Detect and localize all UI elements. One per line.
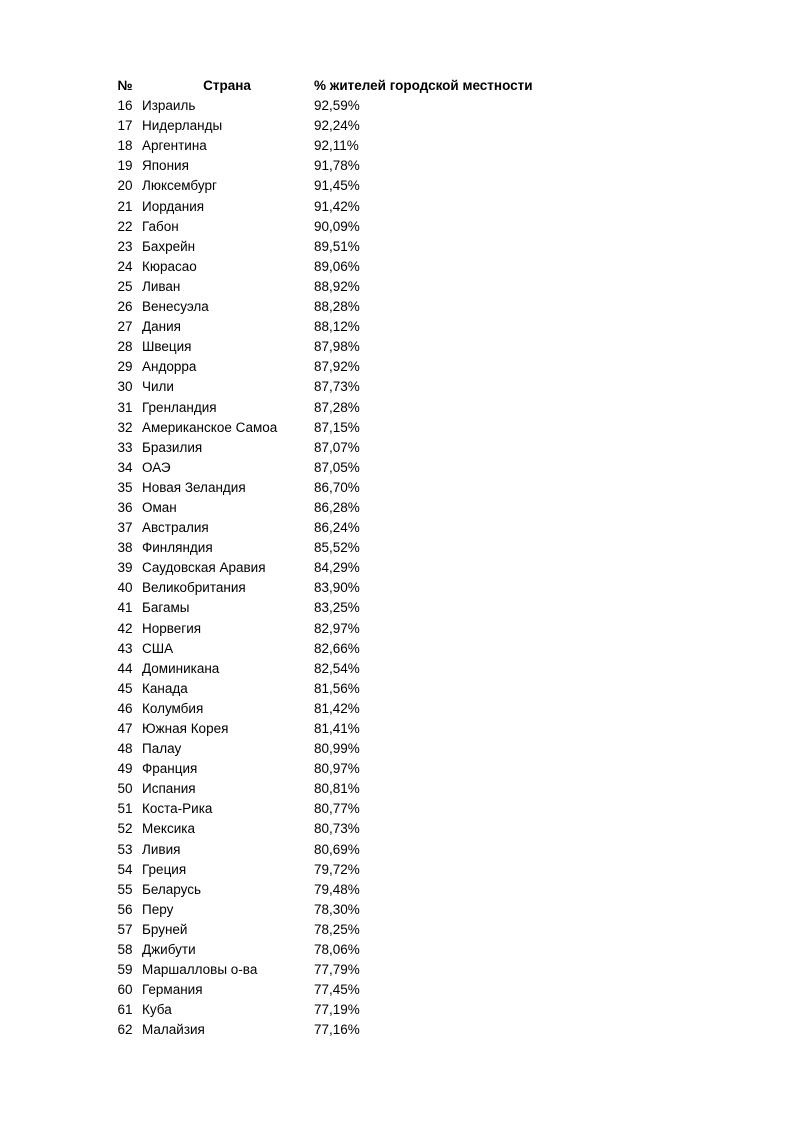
row-country: Ливан [142, 278, 181, 294]
row-country: Швеция [142, 339, 192, 355]
row-country: Перу [142, 901, 174, 917]
row-percent: 80,73% [314, 821, 360, 837]
row-number: 38 [117, 540, 133, 556]
row-percent: 91,42% [314, 198, 360, 214]
table-row [108, 558, 568, 578]
table-row [108, 197, 568, 217]
row-number: 18 [117, 138, 133, 154]
row-number: 56 [117, 901, 133, 917]
table-row [108, 317, 568, 337]
row-percent: 85,52% [314, 540, 360, 556]
row-number: 33 [117, 439, 133, 455]
table-row [108, 598, 568, 618]
row-number: 52 [117, 821, 133, 837]
row-number: 43 [117, 640, 133, 656]
row-percent: 82,54% [314, 660, 360, 676]
row-country: Кюрасао [142, 258, 197, 274]
row-country: Аргентина [142, 138, 207, 154]
row-country: Джибути [142, 942, 196, 958]
row-number: 50 [117, 781, 133, 797]
row-percent: 87,15% [314, 419, 360, 435]
row-percent: 80,97% [314, 761, 360, 777]
table-row [108, 136, 568, 156]
row-country: Греция [142, 861, 187, 877]
row-percent: 87,05% [314, 459, 360, 475]
row-country: Австралия [142, 520, 209, 536]
table-row [108, 478, 568, 498]
table-row [108, 96, 568, 116]
table-row [108, 458, 568, 478]
row-country: Американское Самоа [142, 419, 278, 435]
row-percent: 81,56% [314, 680, 360, 696]
row-percent: 81,41% [314, 721, 360, 736]
row-country: Багамы [142, 600, 190, 616]
row-country: Германия [142, 982, 203, 998]
row-percent: 87,73% [314, 379, 360, 395]
table-row [108, 819, 568, 839]
row-country: Бразилия [142, 439, 203, 455]
row-percent: 81,42% [314, 700, 360, 716]
row-number: 20 [117, 178, 133, 194]
table-row [108, 297, 568, 317]
row-country: Чили [142, 379, 174, 395]
table-row [108, 799, 568, 819]
row-country: Люксембург [142, 178, 217, 194]
row-percent: 89,51% [314, 238, 360, 254]
row-number: 36 [117, 499, 133, 515]
row-number: 41 [117, 600, 133, 616]
row-number: 51 [117, 801, 133, 817]
row-percent: 82,97% [314, 620, 360, 636]
header-number: № [117, 78, 133, 93]
row-percent: 80,77% [314, 801, 360, 817]
table-row [108, 116, 568, 136]
row-country: Палау [142, 741, 182, 757]
row-number: 42 [117, 620, 133, 636]
row-number: 57 [117, 921, 133, 937]
row-country: Южная Корея [142, 721, 229, 736]
row-number: 22 [117, 218, 133, 234]
table-row [108, 840, 568, 860]
row-country: Бахрейн [142, 238, 196, 254]
row-percent: 82,66% [314, 640, 360, 656]
row-country: Малайзия [142, 1022, 205, 1038]
row-country: Беларусь [142, 881, 202, 897]
table-row [108, 398, 568, 418]
row-percent: 88,12% [314, 319, 360, 335]
row-number: 48 [117, 741, 133, 757]
row-number: 40 [117, 580, 133, 596]
row-country: Колумбия [142, 700, 204, 716]
row-number: 21 [117, 198, 133, 214]
table-row [108, 699, 568, 719]
table-header-row [108, 76, 568, 96]
table-row [108, 1000, 568, 1020]
row-number: 45 [117, 680, 133, 696]
row-number: 16 [117, 98, 133, 114]
header-percent: % жителей городской местности [314, 78, 533, 93]
table-row [108, 357, 568, 377]
table-row [108, 538, 568, 558]
row-percent: 86,24% [314, 520, 360, 536]
row-number: 34 [117, 459, 133, 475]
row-percent: 92,24% [314, 118, 360, 134]
table-row [108, 418, 568, 438]
table-row [108, 639, 568, 659]
row-country: Дания [142, 319, 181, 335]
row-number: 59 [117, 962, 133, 978]
table-row [108, 518, 568, 538]
row-percent: 80,69% [314, 841, 360, 857]
row-country: Финляндия [142, 540, 213, 556]
row-number: 26 [117, 299, 133, 315]
row-number: 27 [117, 319, 133, 335]
row-country: Ливия [142, 841, 181, 857]
row-country: Гренландия [142, 399, 217, 415]
table-row [108, 217, 568, 237]
row-percent: 77,79% [314, 962, 360, 978]
row-number: 58 [117, 942, 133, 958]
row-country: Саудовская Аравия [142, 560, 266, 576]
row-number: 35 [117, 479, 133, 495]
row-country: Венесуэла [142, 299, 209, 315]
row-percent: 84,29% [314, 560, 360, 576]
row-number: 17 [117, 118, 133, 134]
row-country: Маршалловы о-ва [142, 962, 258, 978]
row-number: 55 [117, 881, 133, 897]
row-number: 25 [117, 278, 133, 294]
row-number: 32 [117, 419, 133, 435]
header-country: Страна [203, 78, 251, 93]
table-row [108, 156, 568, 176]
row-percent: 78,30% [314, 901, 360, 917]
row-country: Новая Зеландия [142, 479, 246, 495]
table-row [108, 900, 568, 920]
table-row [108, 880, 568, 900]
table-row [108, 619, 568, 639]
row-percent: 83,25% [314, 600, 360, 616]
row-number: 31 [117, 399, 133, 415]
row-percent: 92,59% [314, 98, 360, 114]
row-country: Доминикана [142, 660, 220, 676]
row-country: Коста-Рика [142, 801, 213, 817]
row-number: 39 [117, 560, 133, 576]
table-row [108, 377, 568, 397]
row-country: Оман [142, 499, 177, 515]
table-row [108, 1020, 568, 1040]
table-row [108, 438, 568, 458]
row-percent: 86,70% [314, 479, 360, 495]
row-country: США [142, 640, 174, 656]
row-percent: 90,09% [314, 218, 360, 234]
table-row [108, 860, 568, 880]
table-body [108, 96, 568, 1040]
row-country: Габон [142, 218, 179, 234]
row-percent: 77,19% [314, 1002, 360, 1018]
table-row [108, 980, 568, 1000]
row-percent: 83,90% [314, 580, 360, 596]
row-percent: 77,16% [314, 1022, 360, 1038]
row-country: Канада [142, 680, 188, 696]
row-country: ОАЭ [142, 459, 171, 475]
row-country: Куба [142, 1002, 172, 1018]
row-percent: 91,78% [314, 158, 360, 174]
table-row [108, 257, 568, 277]
row-percent: 78,25% [314, 921, 360, 937]
row-percent: 87,98% [314, 339, 360, 355]
table-row [108, 578, 568, 598]
table-row [108, 920, 568, 940]
row-percent: 77,45% [314, 982, 360, 998]
row-percent: 87,07% [314, 439, 360, 455]
table-row [108, 940, 568, 960]
table-row [108, 277, 568, 297]
row-percent: 80,99% [314, 741, 360, 757]
row-country: Норвегия [142, 620, 202, 636]
row-percent: 89,06% [314, 258, 360, 274]
row-percent: 88,28% [314, 299, 360, 315]
row-country: Франция [142, 761, 198, 777]
row-percent: 86,28% [314, 499, 360, 515]
row-percent: 79,72% [314, 861, 360, 877]
table-row [108, 176, 568, 196]
row-number: 49 [117, 761, 133, 777]
table-row [108, 659, 568, 679]
row-number: 19 [117, 158, 133, 174]
row-country: Бруней [142, 921, 188, 937]
table-row [108, 237, 568, 257]
table-row [108, 498, 568, 518]
row-percent: 87,28% [314, 399, 360, 415]
row-country: Израиль [142, 98, 196, 114]
row-number: 23 [117, 238, 133, 254]
table-row [108, 960, 568, 980]
row-percent: 80,81% [314, 781, 360, 797]
table-row [108, 759, 568, 779]
row-country: Испания [142, 781, 196, 797]
table-row [108, 719, 568, 739]
table-row [108, 739, 568, 759]
row-number: 29 [117, 359, 133, 375]
row-number: 47 [117, 721, 133, 736]
urban-population-table [108, 76, 568, 1041]
row-number: 30 [117, 379, 133, 395]
row-country: Япония [142, 158, 189, 174]
table-row [108, 679, 568, 699]
row-number: 44 [117, 660, 133, 676]
row-number: 62 [117, 1022, 133, 1038]
row-number: 53 [117, 841, 133, 857]
row-number: 54 [117, 861, 133, 877]
row-number: 28 [117, 339, 133, 355]
row-number: 61 [117, 1002, 133, 1018]
row-number: 60 [117, 982, 133, 998]
row-country: Мексика [142, 821, 195, 837]
row-country: Иордания [142, 198, 205, 214]
row-percent: 87,92% [314, 359, 360, 375]
row-percent: 78,06% [314, 942, 360, 958]
row-country: Великобритания [142, 580, 246, 596]
row-percent: 79,48% [314, 881, 360, 897]
row-number: 46 [117, 700, 133, 716]
row-country: Нидерланды [142, 118, 223, 134]
table-row [108, 337, 568, 357]
row-number: 24 [117, 258, 133, 274]
row-percent: 88,92% [314, 278, 360, 294]
table-row [108, 779, 568, 799]
row-percent: 91,45% [314, 178, 360, 194]
row-country: Андорра [142, 359, 197, 375]
row-percent: 92,11% [314, 138, 359, 154]
row-number: 37 [117, 520, 133, 536]
